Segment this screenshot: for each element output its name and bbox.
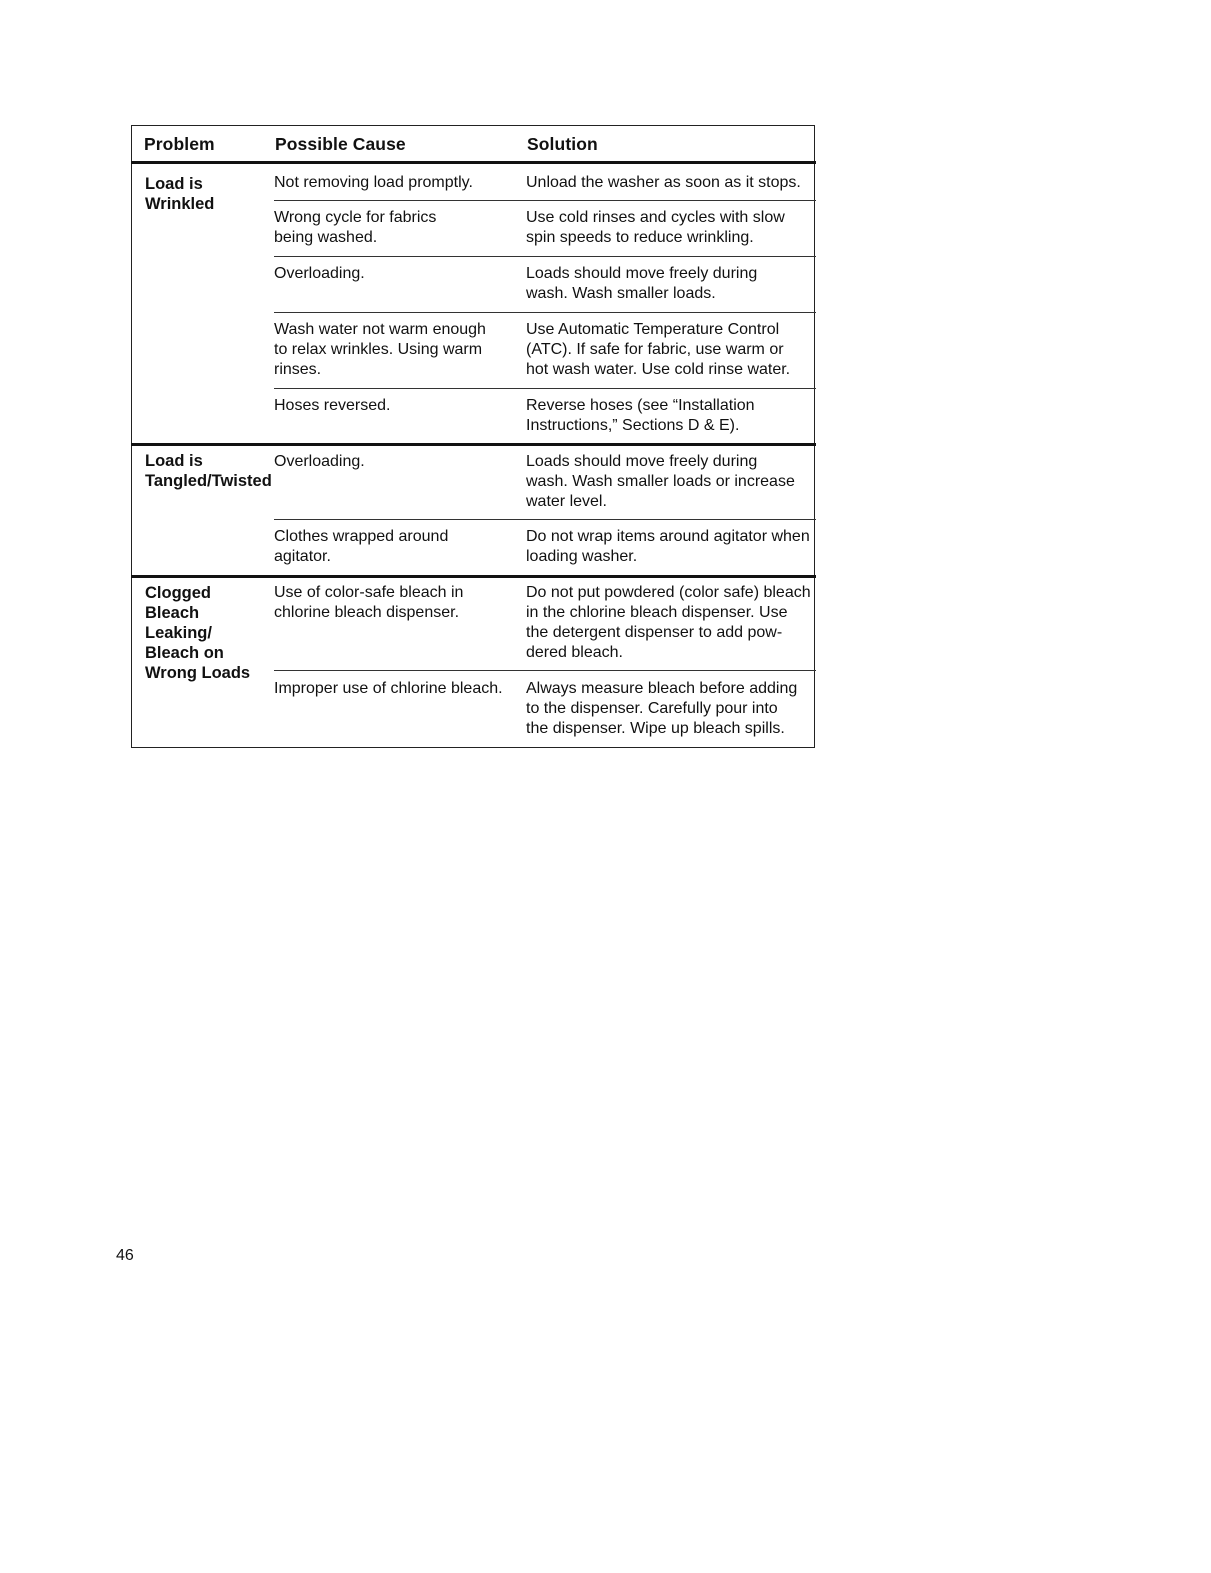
- table-cell-solution: Loads should move freely during wash. Wash smaller loads or increase water level.: [526, 453, 795, 510]
- row-divider: [274, 670, 816, 671]
- header-solution: Solution: [527, 134, 598, 154]
- table-cell-solution: Use Automatic Temperature Control (ATC). If safe for fabric, use warm or hot wash water. Use cold rinse water.: [526, 321, 791, 378]
- table-cell-solution: Always measure bleach before adding to the dispenser. Carefully pour into the dispenser. Wipe up bleach spills.: [526, 680, 798, 737]
- table-cell-solution: Do not wrap items around agitator when loading washer.: [526, 528, 810, 565]
- troubleshooting-table: [131, 125, 815, 748]
- table-cell-solution: Do not put powdered (color safe) bleach in the chlorine bleach dispenser. Use the detergent dispenser to add pow- dered bleach.: [526, 584, 811, 661]
- problem-clogged-bleach: Clogged Bleach Leaking/ Bleach on Wrong Loads: [145, 584, 251, 682]
- problem-load-tangled: Load is Tangled/Twisted: [145, 452, 272, 490]
- table-cell-solution: Unload the washer as soon as it stops.: [526, 174, 801, 191]
- header-possible-cause: Possible Cause: [275, 134, 406, 154]
- table-cell-cause: Overloading.: [274, 453, 365, 470]
- header-problem: Problem: [144, 134, 215, 154]
- group-rule: [131, 443, 816, 446]
- table-cell-cause: Overloading.: [274, 265, 365, 282]
- header-rule: [131, 161, 816, 164]
- row-divider: [274, 200, 816, 201]
- table-cell-solution: Loads should move freely during wash. Wash smaller loads.: [526, 265, 758, 302]
- table-cell-cause: Use of color-safe bleach in chlorine bleach dispenser.: [274, 584, 464, 621]
- table-cell-cause: Not removing load promptly.: [274, 174, 473, 191]
- row-divider: [274, 519, 816, 520]
- table-cell-cause: Wrong cycle for fabrics being washed.: [274, 209, 437, 246]
- table-cell-cause: Hoses reversed.: [274, 397, 391, 414]
- table-cell-cause: Clothes wrapped around agitator.: [274, 528, 449, 565]
- row-divider: [274, 312, 816, 313]
- problem-load-wrinkled: Load is Wrinkled: [145, 175, 215, 213]
- table-cell-cause: Wash water not warm enough to relax wrinkles. Using warm rinses.: [274, 321, 486, 378]
- table-cell-solution: Use cold rinses and cycles with slow spin speeds to reduce wrinkling.: [526, 209, 785, 246]
- group-rule: [131, 575, 816, 578]
- table-cell-solution: Reverse hoses (see “Installation Instructions,” Sections D & E).: [526, 397, 755, 434]
- page-number: 46: [116, 1247, 134, 1264]
- table-cell-cause: Improper use of chlorine bleach.: [274, 680, 503, 697]
- row-divider: [274, 256, 816, 257]
- row-divider: [274, 388, 816, 389]
